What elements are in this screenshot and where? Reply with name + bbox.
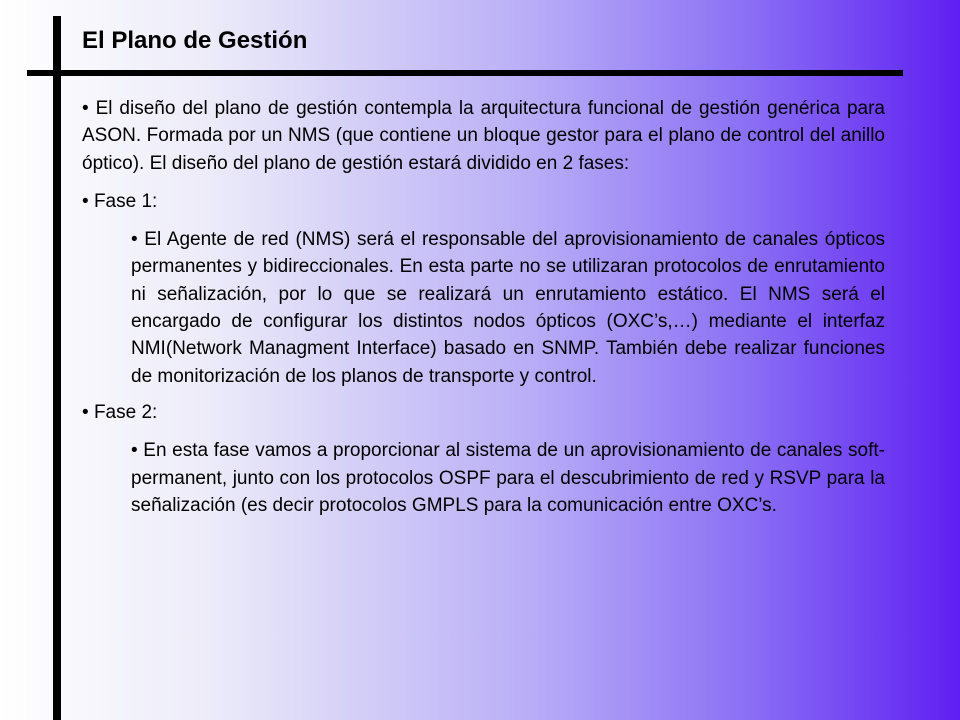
sub-bullet-item-fase-1-detail	[82, 226, 885, 390]
bullet-dot: •	[82, 98, 89, 119]
vertical-accent-bar	[53, 16, 61, 720]
bullet-item-fase-2	[82, 399, 885, 426]
slide-body	[82, 95, 885, 519]
bullet-item-fase-1	[82, 188, 885, 215]
bullet-text: Fase 2:	[93, 401, 158, 423]
bullet-text: El Agente de red (NMS) será el responsable del aprovisionamiento de canales ópticos permanentes y bidireccionales. En esta parte no se utilizaran protocolos de enrutamiento ni señalización, por lo que se realizará un enrutamiento estático. El NMS será el encargado de configurar los distintos nodos ópticos (OXC’s,…) mediante el interfaz NMI(Network Managment Interface) basado en SNMP. También debe realizar funciones de monitorización de los planos de transporte y control.	[131, 229, 886, 387]
bullet-text: El diseño del plano de gestión contempla la arquitectura funcional de gestión genérica para ASON. Formada por un NMS (que contiene un bloque gestor para el plano de control del anillo óptico). El diseño del plano de gestión estará dividido en 2 fases:	[82, 98, 886, 174]
bullet-dot: •	[131, 440, 138, 462]
bullet-dot: •	[82, 401, 89, 423]
sub-bullet-item-fase-2-detail	[82, 437, 885, 519]
bullet-text: Fase 1:	[93, 190, 158, 212]
horizontal-title-rule	[27, 70, 903, 76]
bullet-text: En esta fase vamos a proporcionar al sistema de un aprovisionamiento de canales soft-permanent, junto con los protocolos OSPF para el descubrimiento de red y RSVP para la señalización (es decir protocolos GMPLS para la comunicación entre OXC’s.	[131, 440, 886, 516]
bullet-item-intro	[82, 95, 885, 177]
bullet-dot: •	[82, 190, 89, 212]
bullet-dot: •	[131, 229, 138, 251]
slide-title: El Plano de Gestión	[82, 27, 308, 54]
